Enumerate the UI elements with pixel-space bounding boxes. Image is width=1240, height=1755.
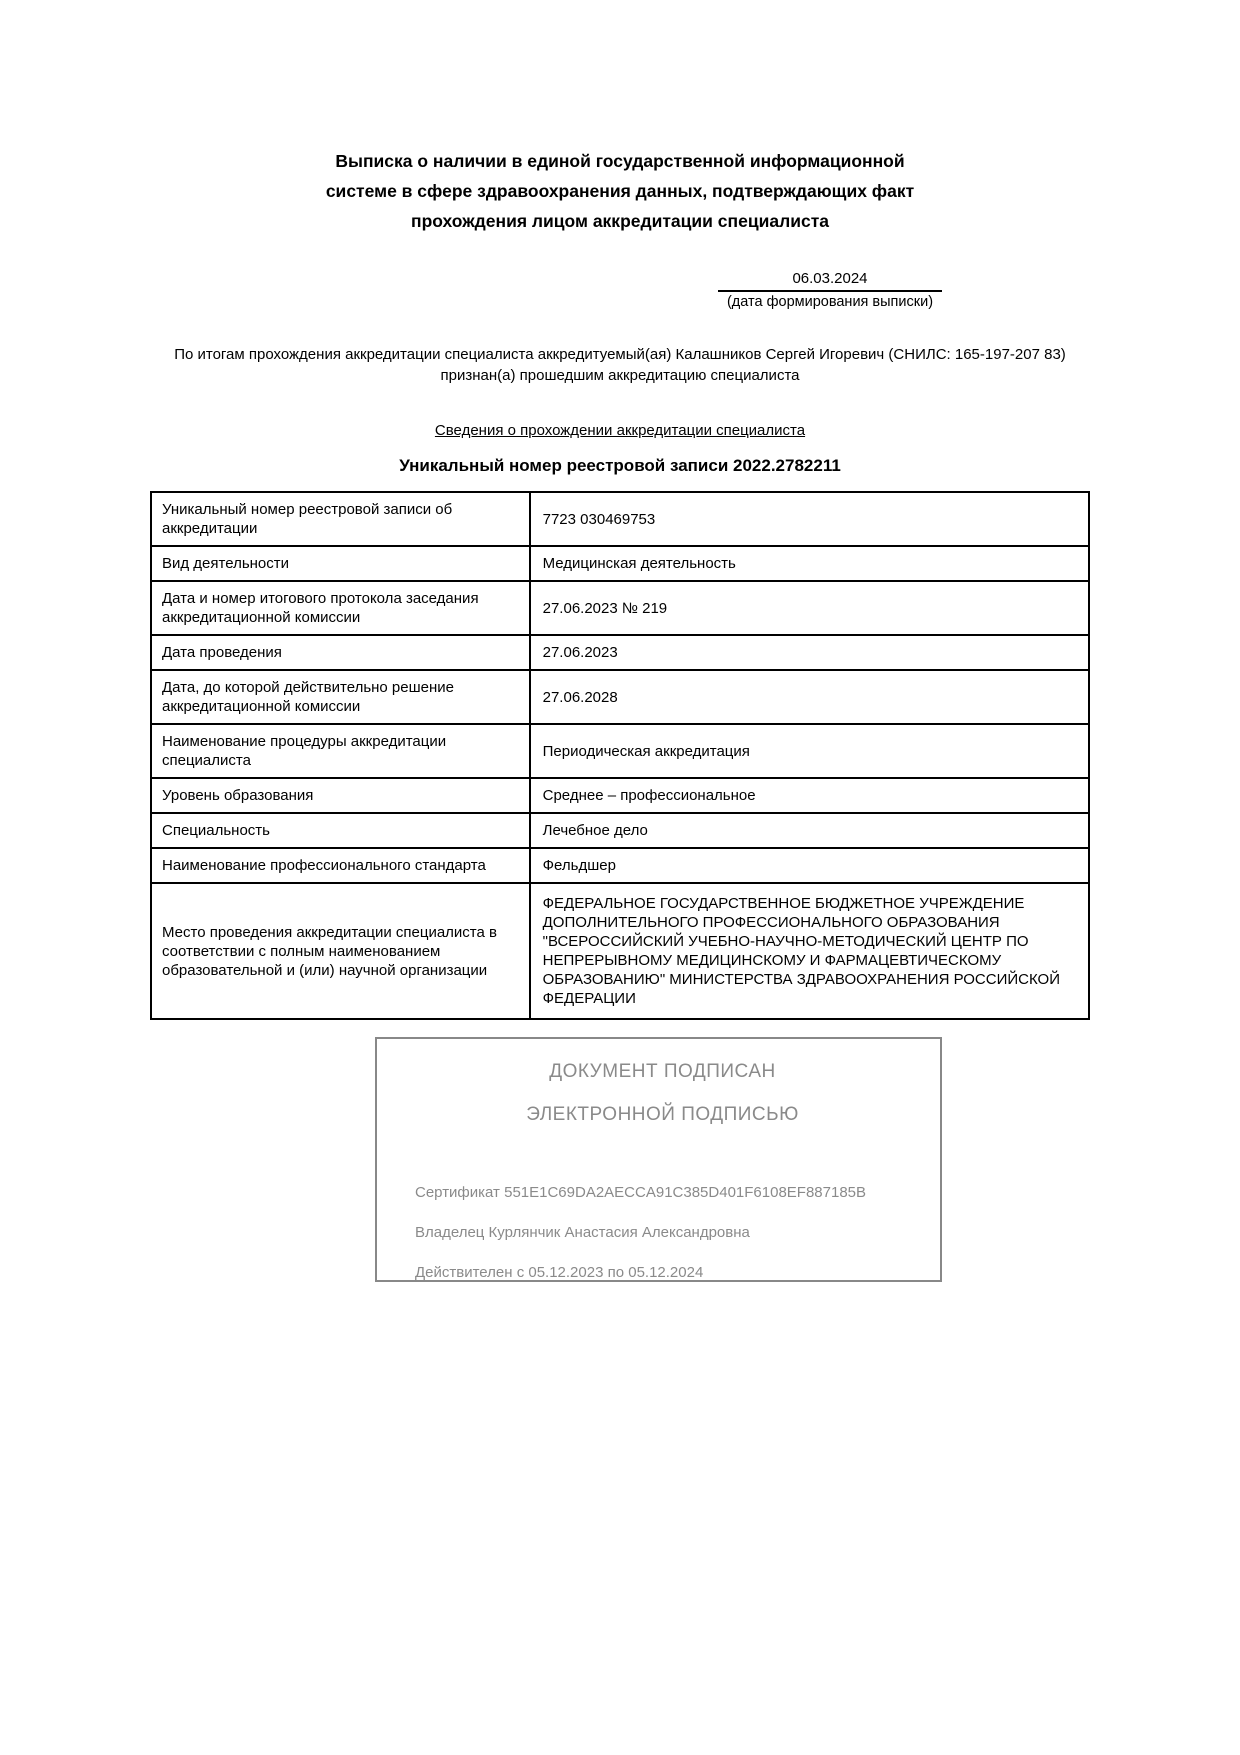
section-heading: Сведения о прохождении аккредитации специалиста [434,422,806,439]
row-value: 27.06.2023 № 219 [530,581,1089,635]
intro-paragraph: По итогам прохождения аккредитации специалиста аккредитуемый(ая) Калашников Сергей Игоревич (СНИЛС: 165-197-207 83) признан(а) прошедшим аккредитацию специалиста [174,346,1066,384]
row-value: Лечебное дело [530,813,1089,848]
table-row [151,546,1089,581]
row-value: 27.06.2023 [530,635,1089,670]
row-label: Специальность [151,813,530,848]
digital-signature-stamp [375,1037,942,1282]
row-value: 7723 030469753 [530,492,1089,546]
row-label: Вид деятельности [151,546,530,581]
document-title-line1: Выписка о наличии в единой государственной информационной [335,151,905,171]
extract-date-block [718,270,942,310]
document-title-line3: прохождения лицом аккредитации специалиста [411,211,829,231]
row-value: 27.06.2028 [530,670,1089,724]
row-label: Место проведения аккредитации специалиста в соответствии с полным наименованием образовательной и (или) научной организации [151,883,530,1019]
row-label: Дата и номер итогового протокола заседания аккредитационной комиссии [151,581,530,635]
row-label: Дата, до которой действительно решение аккредитационной комиссии [151,670,530,724]
table-row [151,724,1089,778]
row-value: Среднее – профессиональное [530,778,1089,813]
row-label: Наименование профессионального стандарта [151,848,530,883]
table-row [151,848,1089,883]
row-value: Фельдшер [530,848,1089,883]
certificate-number: Сертификат 551E1C69DA2AECCA91C385D401F6108EF887185B [415,1184,867,1201]
table-row [151,635,1089,670]
document-title-line2: системе в сфере здравоохранения данных, подтверждающих факт [325,181,915,201]
accreditation-details-table [150,491,1090,1020]
row-value: ФЕДЕРАЛЬНОЕ ГОСУДАРСТВЕННОЕ БЮДЖЕТНОЕ УЧРЕЖДЕНИЕ ДОПОЛНИТЕЛЬНОГО ПРОФЕССИОНАЛЬНОГО ОБРАЗОВАНИЯ "ВСЕРОССИЙСКИЙ УЧЕБНО-НАУЧНО-МЕТОДИЧЕСКИЙ ЦЕНТР ПО НЕПРЕРЫВНОМУ МЕДИЦИНСКОМУ И ФАРМАЦЕВТИЧЕСКОМУ ОБРАЗОВАНИЮ" МИНИСТЕРСТВА ЗДРАВООХРАНЕНИЯ РОССИЙСКОЙ ФЕДЕРАЦИИ [530,883,1089,1019]
row-value: Периодическая аккредитация [530,724,1089,778]
table-row [151,492,1089,546]
table-row [151,670,1089,724]
table-row [151,813,1089,848]
extract-date-caption: (дата формирования выписки) [726,294,934,310]
extract-date: 06.03.2024 [718,270,942,292]
certificate-owner: Владелец Курлянчик Анастасия Александровна [415,1224,750,1241]
table-row [151,581,1089,635]
table-row [151,883,1089,1019]
document-title [150,146,1090,236]
row-label: Уникальный номер реестровой записи об аккредитации [151,492,530,546]
row-label: Уровень образования [151,778,530,813]
row-label: Наименование процедуры аккредитации специалиста [151,724,530,778]
row-value: Медицинская деятельность [530,546,1089,581]
row-label: Дата проведения [151,635,530,670]
certificate-validity: Действителен с 05.12.2023 по 05.12.2024 [415,1264,704,1281]
registry-number-heading: Уникальный номер реестровой записи 2022.2782211 [399,456,841,475]
stamp-title-line2: ЭЛЕКТРОННОЙ ПОДПИСЬЮ [526,1104,799,1125]
table-row [151,778,1089,813]
stamp-title-line1: ДОКУМЕНТ ПОДПИСАН [549,1061,776,1082]
